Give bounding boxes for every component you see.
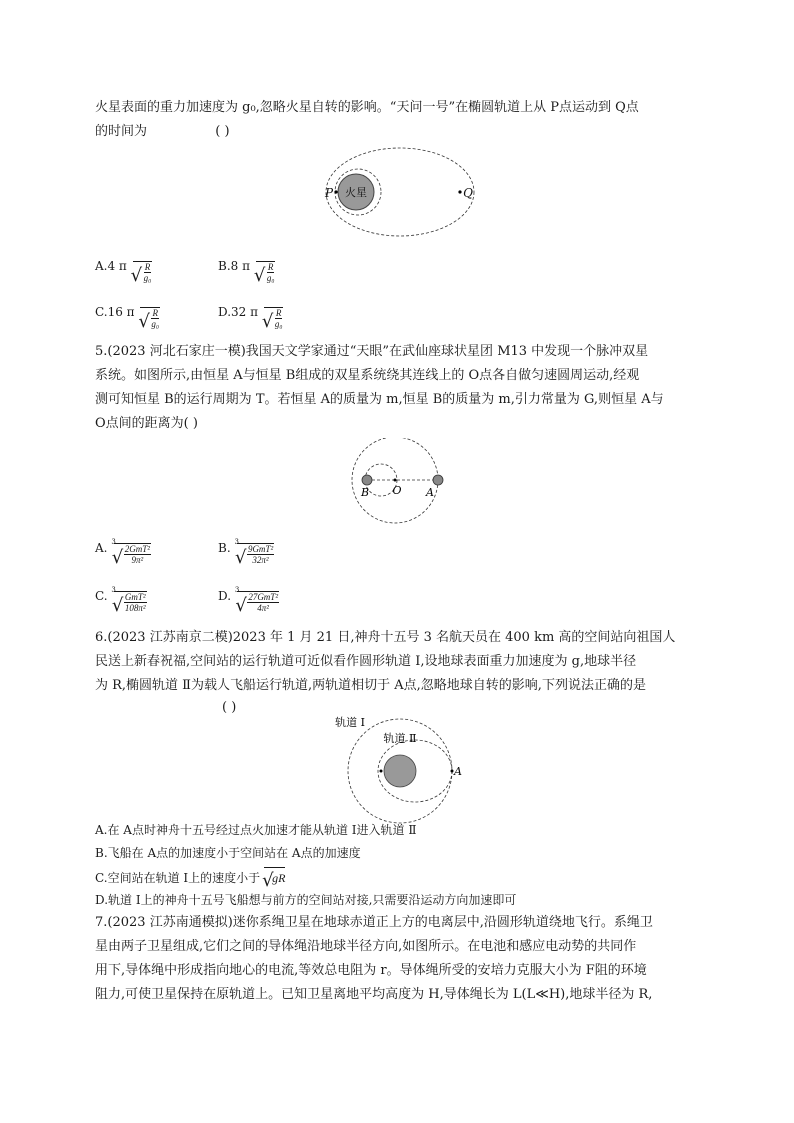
center-o-label: O	[392, 484, 402, 497]
q6-option-a[interactable]: A.在 A点时神舟十五号经过点火加速才能从轨道 Ⅰ进入轨道 Ⅱ	[95, 823, 417, 837]
q7-stem-line3: 用下,导体绳中形成指向地心的电流,等效总电阻为 r。导体绳所受的安培力克服大小为 F阻的环境	[95, 963, 647, 978]
q6-option-c[interactable]: C.空间站在轨道 Ⅰ上的速度小于 √ gR	[95, 867, 285, 888]
orbit-1-label: 轨道 Ⅰ	[335, 716, 365, 729]
q4-option-d[interactable]: D.32 π √ $\frac{R}{\text{g₀}}$	[218, 304, 283, 329]
planet-label: 火星	[345, 186, 367, 199]
point-q-label: Q	[463, 186, 473, 200]
point-p-label: P	[324, 186, 334, 200]
q5-stem-line2: 系统。如图所示,由恒星 A与恒星 B组成的双星系统绕其连线上的 O点各自做匀速圆周运动,经观	[95, 368, 640, 383]
q4-option-a[interactable]: A.4 π √ $\frac{R}{\text{g₀}}$	[95, 258, 152, 283]
q4-stem-line1: 火星表面的重力加速度为 g₀,忽略火星自转的影响。“天问一号”在椭圆轨道上从 P点运动到 Q点	[95, 100, 639, 115]
q7-stem-line2: 星由两子卫星组成,它们之间的导体绳沿地球半径方向,如图所示。在电池和感应电动势的共同作	[95, 939, 637, 954]
q4-stem-text: 的时间为	[95, 124, 148, 139]
q4-option-b[interactable]: B.8 π √ $\frac{R}{\text{g₀}}$	[218, 258, 275, 283]
q7-stem-line1: 7.(2023 江苏南通模拟)迷你系绳卫星在地球赤道正上方的电离层中,沿圆形轨道绕地飞行。系绳卫	[95, 915, 653, 930]
orbit-2-label: 轨道 Ⅱ	[383, 732, 417, 745]
point-a-label: A	[454, 765, 462, 778]
q4-stem-line2	[95, 122, 230, 142]
q6-stem-line2: 民送上新春祝福,空间站的运行轨道可近似看作圆形轨道 Ⅰ,设地球表面重力加速度为 g,地球半径	[95, 654, 637, 669]
q6-orbit-diagram	[330, 716, 465, 826]
q6-option-d[interactable]: D.轨道 Ⅰ上的神舟十五号飞船想与前方的空间站对接,只需要沿运动方向加速即可	[95, 893, 517, 907]
q5-option-d[interactable]: D. $^3$ √ $\frac{\text{27GmT²}}{\text{4π²}}$	[218, 588, 279, 613]
q5-option-b[interactable]: B. $^3$ √ $\frac{\text{9GmT²}}{\text{32π²}}$	[218, 540, 274, 565]
q5-option-c[interactable]: C. $^3$ √ $\frac{\text{GmT²}}{\text{108π²}}$	[95, 588, 147, 613]
star-b-label: B	[360, 486, 370, 499]
q5-stem-line1: 5.(2023 河北石家庄一模)我国天文学家通过“天眼”在武仙座球状星团 M13 中发现一个脉冲双星	[95, 344, 649, 359]
q4-answer-paren: ( )	[215, 124, 230, 139]
q4-orbit-diagram	[310, 145, 490, 240]
q5-stem-line4: O点间的距离为( )	[95, 416, 198, 431]
q5-stem-line3: 测可知恒星 B的运行周期为 T。若恒星 A的质量为 m,恒星 B的质量为 m,引力常量为 G,则恒星 A与	[95, 392, 664, 407]
q6-answer-paren: ( )	[222, 700, 237, 715]
q5-binary-star-diagram	[345, 438, 455, 528]
q7-stem-line4: 阻力,可使卫星保持在原轨道上。已知卫星离地平均高度为 H,导体绳长为 L(L≪H),地球半径为 R,	[95, 987, 653, 1002]
q6-stem-line3: 为 R,椭圆轨道 Ⅱ为载人飞船运行轨道,两轨道相切于 A点,忽略地球自转的影响,下列说法正确的是	[95, 678, 646, 693]
q6-stem-line1: 6.(2023 江苏南京二模)2023 年 1 月 21 日,神舟十五号 3 名航天员在 400 km 高的空间站向祖国人	[95, 630, 676, 645]
star-a-label: A	[426, 486, 434, 499]
q5-option-a[interactable]: A. $^3$ √ $\frac{\text{2GmT²}}{\text{9π²}}$	[95, 540, 151, 565]
q6-option-b[interactable]: B.飞船在 A点的加速度小于空间站在 A点的加速度	[95, 846, 361, 860]
q4-option-c[interactable]: C.16 π √ $\frac{R}{\text{g₀}}$	[95, 304, 160, 329]
